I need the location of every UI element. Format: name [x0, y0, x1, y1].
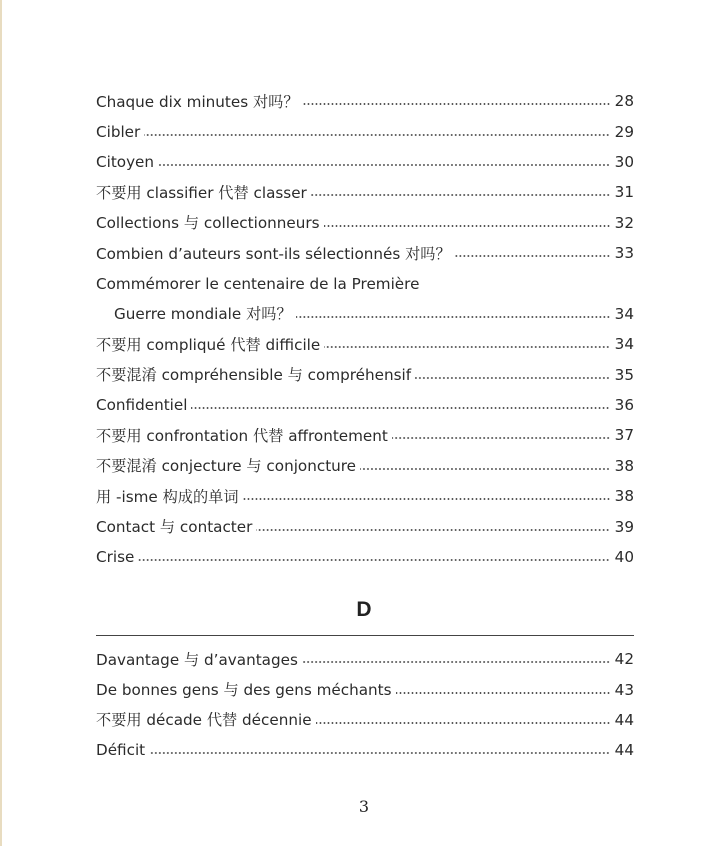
toc-entry-label: De bonnes gens 与 des gens méchants: [96, 681, 392, 700]
toc-entry[interactable]: [96, 511, 634, 541]
toc-entry[interactable]: [96, 420, 634, 450]
dot-leader: [324, 225, 611, 227]
toc-entry[interactable]: [96, 238, 634, 268]
page-number: 3: [358, 797, 370, 816]
toc-entry-label: Confidentiel: [96, 396, 188, 415]
toc-entry-page: 34: [614, 335, 634, 354]
toc-entry-page: 30: [614, 152, 634, 171]
toc-entry-page: 37: [614, 426, 634, 445]
section-divider: [96, 635, 634, 636]
dot-leader: [296, 316, 610, 318]
dot-leader: [243, 498, 610, 500]
dot-leader: [415, 377, 610, 379]
toc-entry-label: Combien d’auteurs sont-ils sélectionnés 对吗？: [96, 244, 451, 263]
dot-leader: [302, 661, 610, 663]
dot-leader: [316, 722, 610, 724]
toc-entry-label: 不要用 confrontation 代替 affrontement: [96, 426, 388, 445]
toc-entry-page: 34: [614, 304, 634, 323]
toc-entry-page: 31: [614, 183, 634, 202]
toc-entry[interactable]: [96, 390, 634, 420]
section-heading-d: D: [356, 598, 372, 621]
dot-leader: [396, 692, 611, 694]
toc-entry-page: 38: [614, 456, 634, 475]
toc-entry[interactable]: [96, 674, 634, 704]
toc-entry-label: Davantage 与 d’avantages: [96, 650, 298, 669]
toc-entry-label: 不要用 compliqué 代替 difficile: [96, 335, 321, 354]
toc-entry-label: 用 -isme 构成的单词: [96, 487, 239, 506]
dot-leader: [138, 559, 610, 561]
toc-entry-page: 44: [614, 710, 634, 729]
dot-leader: [149, 752, 610, 754]
toc-entry-page: 38: [614, 487, 634, 506]
toc-entry[interactable]: [96, 481, 634, 511]
toc-entry-page: 35: [614, 365, 634, 384]
toc-section-d: [96, 644, 634, 766]
toc-entry-page: 44: [614, 741, 634, 760]
toc-entry[interactable]: [96, 208, 634, 238]
toc-entry-label: 不要混淆 conjecture 与 conjoncture: [96, 457, 357, 476]
toc-entry[interactable]: [96, 116, 634, 146]
toc-entry-label: Citoyen: [96, 152, 155, 171]
dot-leader: [191, 407, 610, 409]
toc-entry-page: 40: [614, 548, 634, 567]
toc-entry-label: Déficit: [96, 741, 146, 760]
toc-entry-continued[interactable]: [96, 268, 634, 298]
dot-leader: [455, 255, 610, 257]
toc-entry-page: 42: [614, 650, 634, 669]
dot-leader: [392, 437, 610, 439]
toc-entry-label: Crise: [96, 548, 135, 567]
dot-leader: [303, 103, 610, 105]
toc-entry-label: Contact 与 contacter: [96, 518, 253, 537]
toc-entry-page: 36: [614, 396, 634, 415]
dot-leader: [324, 346, 610, 348]
toc-entry-label: 不要混淆 compréhensible 与 compréhensif: [96, 366, 412, 385]
toc-entry[interactable]: [96, 147, 634, 177]
toc-section-c: [96, 86, 634, 572]
toc-entry-page: 32: [614, 213, 634, 232]
toc-entry[interactable]: [96, 329, 634, 359]
toc-entry[interactable]: [96, 86, 634, 116]
toc-entry[interactable]: [96, 542, 634, 572]
toc-entry-page: 29: [614, 122, 634, 141]
dot-leader: [158, 164, 610, 166]
toc-entry-label: Cibler: [96, 122, 141, 141]
toc-entry-label: Chaque dix minutes 对吗？: [96, 92, 299, 111]
toc-entry-label: 不要用 décade 代替 décennie: [96, 711, 312, 730]
toc-entry-label: 不要用 classifier 代替 classer: [96, 183, 307, 202]
toc-entry-label: Collections 与 collectionneurs: [96, 214, 320, 233]
toc-entry[interactable]: [96, 705, 634, 735]
dot-leader: [311, 194, 610, 196]
toc-entry-label: Guerre mondiale 对吗？: [114, 305, 292, 324]
toc-entry-page: 39: [614, 517, 634, 536]
dot-leader: [360, 468, 610, 470]
page-edge: [0, 0, 2, 846]
toc-entry[interactable]: [96, 299, 634, 329]
toc-entry[interactable]: [96, 360, 634, 390]
toc-entry[interactable]: [96, 177, 634, 207]
toc-entry[interactable]: [96, 735, 634, 765]
dot-leader: [144, 134, 610, 136]
toc-entry-page: 28: [614, 92, 634, 111]
toc-entry-label: Commémorer le centenaire de la Première: [96, 274, 420, 293]
toc-entry-page: 33: [614, 244, 634, 263]
toc-entry[interactable]: [96, 451, 634, 481]
dot-leader: [256, 529, 610, 531]
toc-entry-page: 43: [614, 680, 634, 699]
toc-entry[interactable]: [96, 644, 634, 674]
